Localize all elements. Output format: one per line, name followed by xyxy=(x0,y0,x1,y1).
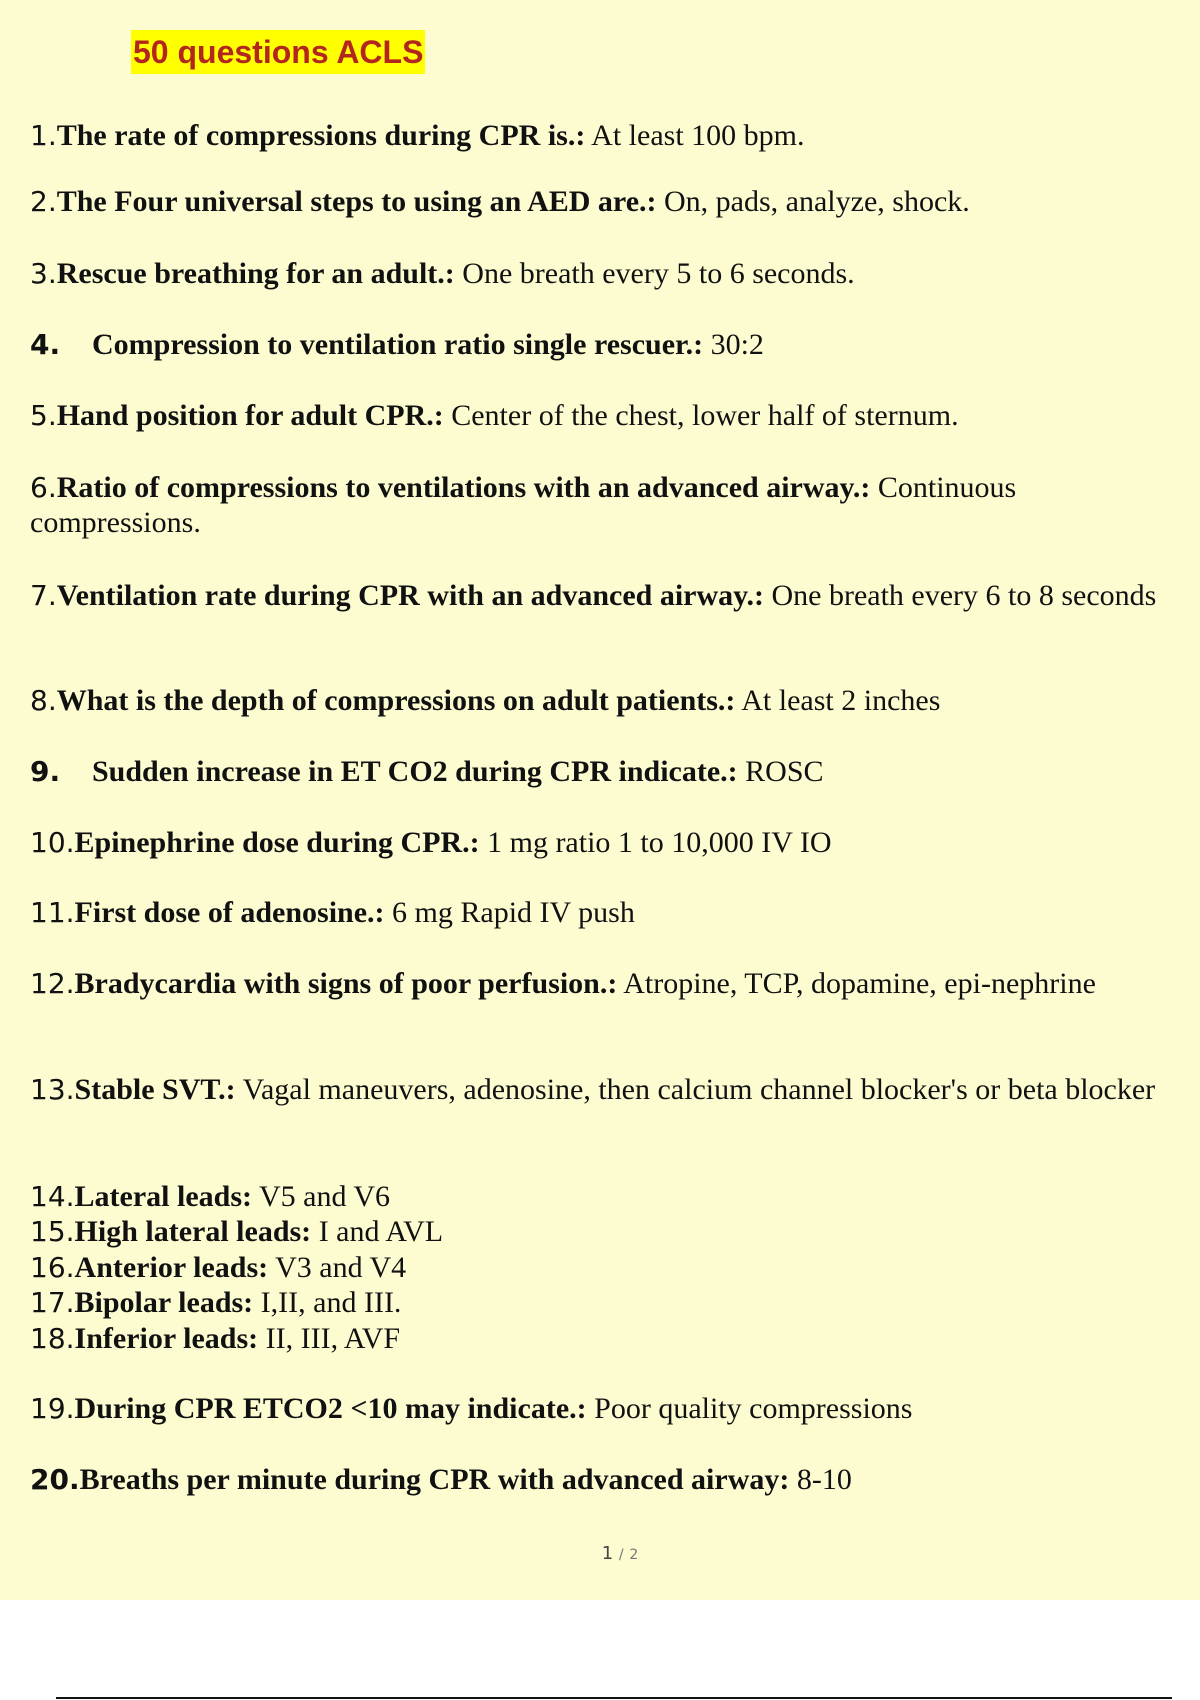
answer-text: At least 100 bpm. xyxy=(585,119,805,152)
answer-text: One breath every 6 to 8 seconds xyxy=(763,579,1157,612)
question-text: Inferior leads: xyxy=(74,1322,259,1355)
question-text: Hand position for adult CPR.: xyxy=(56,399,444,432)
question-number: 6. xyxy=(30,471,57,504)
page-separator: / xyxy=(618,1547,624,1563)
question-7 xyxy=(30,578,1160,613)
question-number: 18. xyxy=(30,1322,75,1355)
question-number: 19. xyxy=(30,1392,75,1425)
question-text: Sudden increase in ET CO2 during CPR indicate.: xyxy=(92,755,738,788)
question-17 xyxy=(30,1285,1160,1320)
question-number: 1. xyxy=(30,119,57,152)
answer-text: ROSC xyxy=(737,755,824,788)
question-number: 13. xyxy=(30,1073,75,1106)
answer-text: I,II, and III. xyxy=(253,1286,402,1319)
question-number: 20. xyxy=(30,1463,80,1496)
question-text: Lateral leads: xyxy=(74,1180,252,1213)
question-number: 10. xyxy=(30,826,75,859)
question-12 xyxy=(30,966,1160,1001)
question-number: 4. xyxy=(30,328,61,361)
answer-text: Poor quality compressions xyxy=(586,1392,913,1425)
question-number: 16. xyxy=(30,1251,75,1284)
question-number: 15. xyxy=(30,1215,75,1248)
question-text: Anterior leads: xyxy=(74,1251,269,1284)
answer-text: At least 2 inches xyxy=(735,684,941,717)
question-text: Ventilation rate during CPR with an advanced airway.: xyxy=(56,579,764,612)
question-number: 9. xyxy=(30,755,61,788)
question-text: Ratio of compressions to ventilations with an advanced airway.: xyxy=(56,471,871,504)
question-number: 2. xyxy=(30,185,57,218)
question-1 xyxy=(30,118,1160,153)
current-page: 1 xyxy=(601,1543,614,1564)
question-text: The Four universal steps to using an AED are.: xyxy=(56,185,657,218)
question-text: Bipolar leads: xyxy=(74,1286,254,1319)
question-6 xyxy=(30,470,1160,540)
page-title: 50 questions ACLS xyxy=(131,30,425,74)
question-number: 17. xyxy=(30,1286,75,1319)
answer-text: 30:2 xyxy=(703,328,764,361)
question-5 xyxy=(30,398,1160,433)
question-text: Rescue breathing for an adult.: xyxy=(56,257,455,290)
question-text: Compression to ventilation ratio single rescuer.: xyxy=(92,328,704,361)
answer-text: Vagal maneuvers, adenosine, then calcium channel blocker's or beta blocker xyxy=(235,1073,1156,1106)
answer-text: Center of the chest, lower half of sternum. xyxy=(443,399,959,432)
page-indicator xyxy=(0,1543,1200,1564)
question-20 xyxy=(30,1462,1160,1497)
answer-text: II, III, AVF xyxy=(258,1322,401,1355)
answer-text: V3 and V4 xyxy=(268,1251,407,1284)
question-text: High lateral leads: xyxy=(74,1215,312,1248)
bottom-divider xyxy=(56,1697,1172,1699)
question-8 xyxy=(30,683,1160,718)
question-text: Breaths per minute during CPR with advanced airway: xyxy=(79,1463,790,1496)
question-text: Stable SVT.: xyxy=(74,1073,236,1106)
question-number: 8. xyxy=(30,684,57,717)
answer-text: I and AVL xyxy=(311,1215,444,1248)
question-number: 12. xyxy=(30,967,75,1000)
answer-text: 8-10 xyxy=(789,1463,852,1496)
answer-text: Atropine, TCP, dopamine, epi-nephrine xyxy=(617,967,1096,1000)
answer-text: 1 mg ratio 1 to 10,000 IV IO xyxy=(479,826,832,859)
answer-text: On, pads, analyze, shock. xyxy=(656,185,970,218)
question-19 xyxy=(30,1391,1160,1426)
question-18 xyxy=(30,1321,1160,1356)
answer-text: 6 mg Rapid IV push xyxy=(384,896,635,929)
answer-text: V5 and V6 xyxy=(252,1180,391,1213)
question-number: 11. xyxy=(30,896,75,929)
question-11 xyxy=(30,895,1160,930)
question-text: During CPR ETCO2 <10 may indicate.: xyxy=(74,1392,587,1425)
question-10 xyxy=(30,825,1160,860)
question-text: What is the depth of compressions on adult patients.: xyxy=(56,684,736,717)
answer-text: One breath every 5 to 6 seconds. xyxy=(454,257,855,290)
question-number: 5. xyxy=(30,399,57,432)
question-4 xyxy=(30,327,1160,362)
question-13 xyxy=(30,1072,1160,1107)
question-15 xyxy=(30,1214,1160,1249)
question-14 xyxy=(30,1179,1160,1214)
question-number: 7. xyxy=(30,579,57,612)
question-text: First dose of adenosine.: xyxy=(74,896,385,929)
question-2 xyxy=(30,184,1160,219)
answer-text: Continuous compressions. xyxy=(30,471,1017,539)
question-3 xyxy=(30,256,1160,291)
question-text: Bradycardia with signs of poor perfusion.: xyxy=(74,967,618,1000)
question-text: Epinephrine dose during CPR.: xyxy=(74,826,480,859)
question-text: The rate of compressions during CPR is.: xyxy=(56,119,586,152)
question-16 xyxy=(30,1250,1160,1285)
total-pages: 2 xyxy=(629,1547,639,1563)
question-number: 14. xyxy=(30,1180,75,1213)
question-9 xyxy=(30,754,1160,789)
question-number: 3. xyxy=(30,257,57,290)
